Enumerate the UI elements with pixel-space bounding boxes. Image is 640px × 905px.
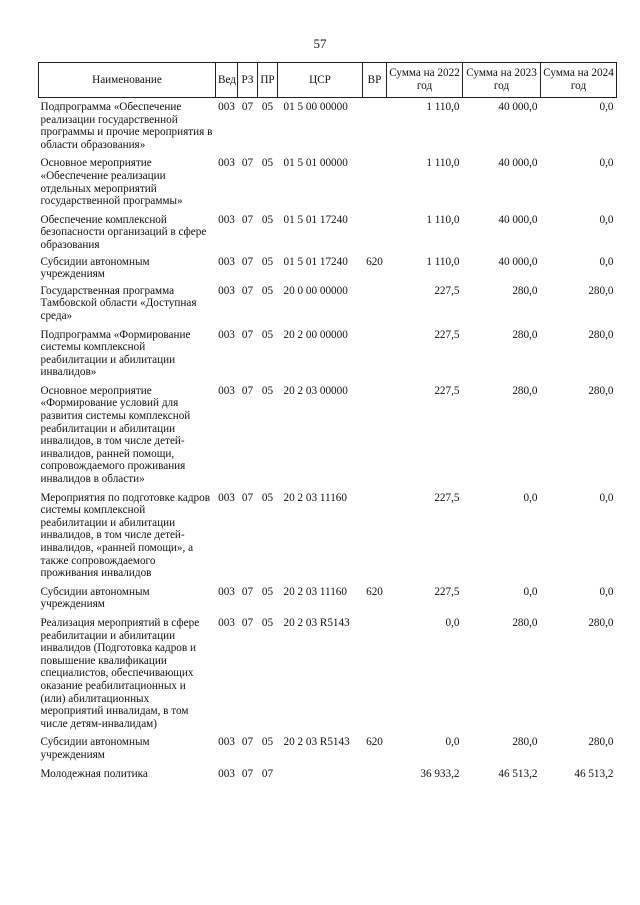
row-sum-2024: 0,0 bbox=[599, 255, 614, 268]
row-csr: 01 5 01 00000 bbox=[283, 157, 348, 170]
row-name: Субсидии автономным учреждениям bbox=[40, 255, 150, 281]
row-ved: 003 bbox=[218, 213, 235, 226]
table-row bbox=[39, 252, 617, 281]
header-name: Наименование bbox=[39, 63, 216, 98]
row-sum-2023: 40 000,0 bbox=[498, 213, 538, 226]
row-pr: 05 bbox=[261, 255, 274, 268]
row-sum-2022: 227,5 bbox=[434, 491, 460, 504]
row-ved: 003 bbox=[218, 255, 235, 268]
header-csr: ЦСР bbox=[278, 63, 363, 98]
header-sum-2023: Сумма на 2023 год bbox=[463, 63, 541, 98]
row-name: Субсидии автономным учреждениям bbox=[40, 736, 150, 761]
row-sum-2023: 40 000,0 bbox=[498, 255, 538, 268]
row-sum-2022: 1 110,0 bbox=[426, 255, 460, 268]
row-csr: 20 0 00 00000 bbox=[283, 284, 348, 297]
table-row bbox=[39, 762, 617, 781]
row-vr bbox=[363, 98, 387, 152]
row-sum-2022: 0,0 bbox=[445, 616, 460, 629]
row-name: Мероприятия по подготовке кадров системы комплексной реабилитации и абилитации инвалидов, в том числе детей-инвалидов, «ранней помощи», а также сопровождаемого проживания инвалидов bbox=[40, 491, 210, 580]
row-csr bbox=[278, 762, 363, 781]
table-header-row bbox=[39, 63, 617, 98]
row-name: Молодежная политика bbox=[40, 767, 148, 780]
row-pr: 05 bbox=[261, 284, 274, 297]
row-sum-2024: 280,0 bbox=[588, 384, 614, 397]
row-vr bbox=[363, 323, 387, 379]
table-body bbox=[39, 98, 617, 781]
row-ved: 003 bbox=[218, 101, 235, 113]
row-sum-2022: 36 933,2 bbox=[420, 767, 460, 780]
row-sum-2024: 0,0 bbox=[599, 101, 614, 113]
row-vr bbox=[363, 486, 387, 580]
row-sum-2023: 0,0 bbox=[523, 491, 538, 504]
row-sum-2024: 46 513,2 bbox=[574, 767, 614, 780]
row-name: Основное мероприятие «Формирование условий для развития системы комплексной реабилитации и абилитации инвалидов, в том числе детей-инвалидов, ранней помощи, сопровождаемого проживания инвалидов в области» bbox=[40, 384, 191, 486]
table-row bbox=[39, 379, 617, 486]
row-ved: 003 bbox=[218, 328, 235, 341]
table-row bbox=[39, 580, 617, 611]
row-sum-2022: 1 110,0 bbox=[426, 157, 460, 170]
row-ved: 003 bbox=[218, 585, 235, 598]
row-sum-2023: 40 000,0 bbox=[498, 101, 538, 113]
row-csr: 20 2 03 R5143 bbox=[283, 736, 350, 749]
row-rz: 07 bbox=[241, 101, 254, 113]
row-sum-2022: 227,5 bbox=[434, 328, 460, 341]
row-csr: 01 5 01 17240 bbox=[283, 213, 348, 226]
header-sum-2024: Сумма на 2024 год bbox=[541, 63, 617, 98]
row-vr bbox=[363, 379, 387, 486]
row-name: Подпрограмма «Формирование системы комплексной реабилитации и абилитации инвалидов» bbox=[40, 328, 191, 379]
row-name: Государственная программа Тамбовской области «Доступная среда» bbox=[40, 284, 197, 322]
header-sum-2022: Сумма на 2022 год bbox=[387, 63, 463, 98]
row-ved: 003 bbox=[218, 284, 235, 297]
row-vr bbox=[363, 281, 387, 323]
row-csr: 20 2 03 R5143 bbox=[283, 616, 350, 629]
row-rz: 07 bbox=[241, 767, 254, 780]
row-pr: 05 bbox=[261, 213, 274, 226]
row-sum-2022: 227,5 bbox=[434, 384, 460, 397]
row-pr: 05 bbox=[261, 157, 274, 170]
row-name: Субсидии автономным учреждениям bbox=[40, 585, 150, 611]
row-pr: 05 bbox=[261, 616, 274, 629]
row-sum-2024: 280,0 bbox=[588, 284, 614, 297]
row-pr: 07 bbox=[261, 767, 274, 780]
row-sum-2024: 0,0 bbox=[599, 157, 614, 170]
row-vr: 620 bbox=[366, 255, 383, 268]
row-sum-2023: 280,0 bbox=[512, 328, 538, 341]
row-ved: 003 bbox=[218, 616, 235, 629]
row-vr bbox=[363, 208, 387, 252]
row-rz: 07 bbox=[241, 255, 254, 268]
table-row bbox=[39, 98, 617, 152]
row-csr: 20 2 00 00000 bbox=[283, 328, 348, 341]
row-ved: 003 bbox=[218, 767, 235, 780]
row-ved: 003 bbox=[218, 491, 235, 504]
row-sum-2024: 0,0 bbox=[599, 491, 614, 504]
row-csr: 20 2 03 11160 bbox=[283, 585, 347, 598]
row-rz: 07 bbox=[241, 384, 254, 397]
row-ved: 003 bbox=[218, 157, 235, 170]
row-sum-2022: 1 110,0 bbox=[426, 101, 460, 113]
page-number: 57 bbox=[313, 36, 327, 51]
row-sum-2023: 46 513,2 bbox=[498, 767, 538, 780]
row-rz: 07 bbox=[241, 736, 254, 749]
row-vr bbox=[363, 762, 387, 781]
row-csr: 01 5 01 17240 bbox=[283, 255, 348, 268]
row-vr: 620 bbox=[366, 736, 383, 749]
table-row bbox=[39, 281, 617, 323]
row-name: Основное мероприятие «Обеспечение реализации отдельных мероприятий государственной программы» bbox=[40, 157, 183, 208]
row-name: Обеспечение комплексной безопасности организаций в сфере образования bbox=[40, 213, 207, 251]
row-rz: 07 bbox=[241, 284, 254, 297]
row-rz: 07 bbox=[241, 213, 254, 226]
budget-table bbox=[38, 62, 617, 780]
row-sum-2022: 227,5 bbox=[434, 585, 460, 598]
row-ved: 003 bbox=[218, 736, 235, 749]
row-pr: 05 bbox=[261, 101, 274, 113]
table-row bbox=[39, 208, 617, 252]
row-pr: 05 bbox=[261, 491, 274, 504]
row-vr: 620 bbox=[366, 585, 383, 598]
row-csr: 20 2 03 00000 bbox=[283, 384, 348, 397]
row-sum-2024: 280,0 bbox=[588, 328, 614, 341]
row-sum-2022: 0,0 bbox=[445, 736, 460, 749]
row-pr: 05 bbox=[261, 384, 274, 397]
row-pr: 05 bbox=[261, 736, 274, 749]
row-sum-2023: 0,0 bbox=[523, 585, 538, 598]
row-pr: 05 bbox=[261, 585, 274, 598]
row-rz: 07 bbox=[241, 585, 254, 598]
row-sum-2023: 280,0 bbox=[512, 736, 538, 749]
header-pr: ПР bbox=[258, 63, 278, 98]
row-sum-2022: 1 110,0 bbox=[426, 213, 460, 226]
row-name: Реализация мероприятий в сфере реабилитации и абилитации инвалидов (Подготовка кадров и повышение квалификации специалистов, обеспечивающих оказание реабилитационных и (или) абилитационных мероприятий инвалидам, в том числе детям-инвалидам) bbox=[40, 616, 200, 730]
row-sum-2024: 0,0 bbox=[599, 213, 614, 226]
row-sum-2023: 280,0 bbox=[512, 616, 538, 629]
table-row bbox=[39, 730, 617, 761]
row-sum-2024: 280,0 bbox=[588, 616, 614, 629]
row-vr bbox=[363, 151, 387, 207]
header-rz: РЗ bbox=[238, 63, 258, 98]
row-sum-2024: 0,0 bbox=[599, 585, 614, 598]
row-pr: 05 bbox=[261, 328, 274, 341]
table-row bbox=[39, 611, 617, 730]
header-ved: Вед bbox=[216, 63, 238, 98]
row-sum-2023: 280,0 bbox=[512, 384, 538, 397]
row-sum-2022: 227,5 bbox=[434, 284, 460, 297]
row-rz: 07 bbox=[241, 491, 254, 504]
row-rz: 07 bbox=[241, 157, 254, 170]
row-sum-2023: 40 000,0 bbox=[498, 157, 538, 170]
table-row bbox=[39, 323, 617, 379]
row-csr: 20 2 03 11160 bbox=[283, 491, 347, 504]
row-ved: 003 bbox=[218, 384, 235, 397]
row-sum-2023: 280,0 bbox=[512, 284, 538, 297]
row-vr bbox=[363, 611, 387, 730]
header-vr: ВР bbox=[363, 63, 387, 98]
row-rz: 07 bbox=[241, 328, 254, 341]
row-name: Подпрограмма «Обеспечение реализации государственной программы и прочие мероприятия в области образования» bbox=[40, 101, 213, 151]
row-sum-2024: 280,0 bbox=[588, 736, 614, 749]
table-row bbox=[39, 151, 617, 207]
row-csr: 01 5 00 00000 bbox=[283, 101, 348, 113]
table-row bbox=[39, 486, 617, 580]
row-rz: 07 bbox=[241, 616, 254, 629]
